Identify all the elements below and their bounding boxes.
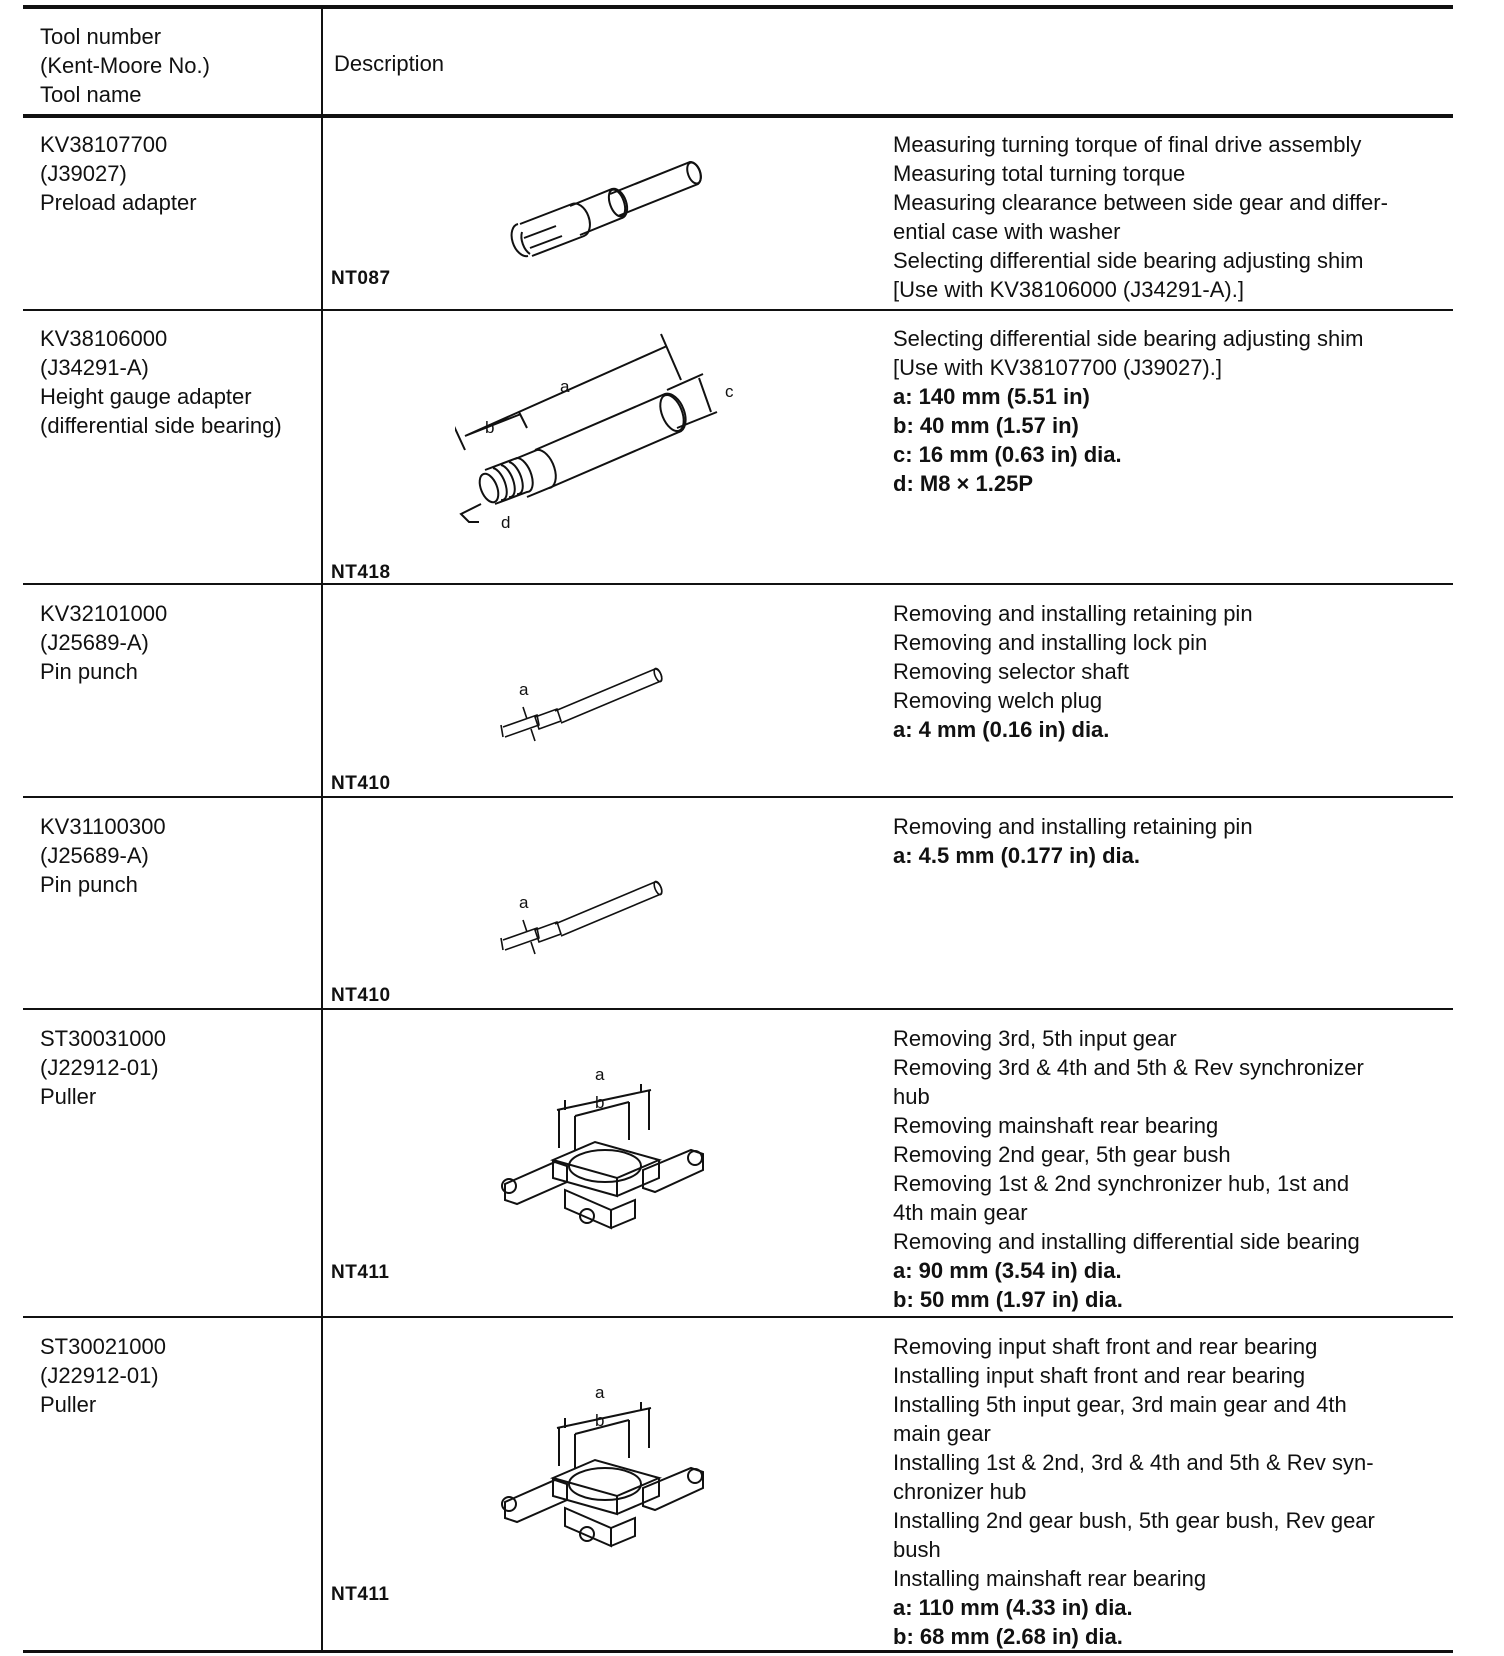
- figure-code: NT411: [331, 1262, 390, 1283]
- tool-number: ST30021000: [40, 1334, 166, 1359]
- description-line: Measuring clearance between side gear and differ-: [893, 190, 1388, 215]
- dimension-line: a: 4 mm (0.16 in) dia.: [893, 717, 1110, 742]
- dim-label-c: c: [725, 382, 734, 401]
- dim-label-a: a: [519, 893, 529, 912]
- figure-code: NT411: [331, 1584, 390, 1605]
- description-line: [Use with KV38107700 (J39027).]: [893, 355, 1222, 380]
- tool-id-cell: [40, 324, 282, 440]
- figure-code: NT410: [331, 985, 391, 1006]
- tool-number: KV32101000: [40, 601, 168, 626]
- puller-drawing: [495, 1368, 715, 1568]
- dim-label-b: b: [595, 1093, 605, 1112]
- description-line: Removing mainshaft rear bearing: [893, 1113, 1219, 1138]
- description-cell: [893, 599, 1453, 744]
- figure-code: NT418: [331, 562, 391, 583]
- kent-moore-number: (J39027): [40, 161, 127, 186]
- description-line: Selecting differential side bearing adjusting shim: [893, 248, 1364, 273]
- description-line: Measuring turning torque of final drive assembly: [893, 132, 1362, 157]
- dimension-line: a: 90 mm (3.54 in) dia.: [893, 1258, 1122, 1283]
- description-line: Removing 3rd, 5th input gear: [893, 1026, 1177, 1051]
- tool-name: Puller: [40, 1084, 97, 1109]
- description-line: Installing 5th input gear, 3rd main gear and 4th: [893, 1392, 1347, 1417]
- description-line: ential case with washer: [893, 219, 1121, 244]
- dimension-line: b: 40 mm (1.57 in): [893, 413, 1079, 438]
- dim-label-a: a: [560, 377, 570, 396]
- dim-label-a: a: [519, 680, 529, 699]
- tool-id-cell: [40, 599, 167, 686]
- description-line: Installing 2nd gear bush, 5th gear bush, Rev gear: [893, 1508, 1375, 1533]
- description-line: main gear: [893, 1421, 991, 1446]
- preload-adapter-drawing: [500, 136, 720, 276]
- table-row: [0, 798, 1504, 1008]
- tool-number: ST30031000: [40, 1026, 166, 1051]
- description-line: Installing mainshaft rear bearing: [893, 1566, 1207, 1591]
- description-line: hub: [893, 1084, 930, 1109]
- tool-id-cell: [40, 812, 166, 899]
- kent-moore-number: (J25689-A): [40, 843, 149, 868]
- tool-name: Height gauge adapter: [40, 384, 252, 409]
- kent-moore-number: (J25689-A): [40, 630, 149, 655]
- dimension-line: c: 16 mm (0.63 in) dia.: [893, 442, 1122, 467]
- description-line: Removing 2nd gear, 5th gear bush: [893, 1142, 1231, 1167]
- table-row: [0, 116, 1504, 309]
- header-tool-line: Tool name: [40, 82, 142, 107]
- header-tool-column: [40, 22, 210, 109]
- tool-name: Pin punch: [40, 659, 138, 684]
- description-line: Measuring total turning torque: [893, 161, 1186, 186]
- description-line: Installing input shaft front and rear bearing: [893, 1363, 1306, 1388]
- table-row: [0, 585, 1504, 796]
- header-tool-line: Tool number: [40, 24, 162, 49]
- dimension-line: b: 68 mm (2.68 in) dia.: [893, 1624, 1123, 1649]
- kent-moore-number: (J22912-01): [40, 1055, 159, 1080]
- dim-label-b: b: [485, 418, 495, 437]
- pin-punch-drawing: [495, 655, 675, 755]
- description-line: Removing and installing lock pin: [893, 630, 1208, 655]
- tool-name: Pin punch: [40, 872, 138, 897]
- figure-code: NT410: [331, 773, 391, 794]
- description-cell: [893, 812, 1453, 870]
- tool-id-cell: [40, 1332, 166, 1419]
- description-line: bush: [893, 1537, 941, 1562]
- description-line: Removing selector shaft: [893, 659, 1129, 684]
- header-tool-line: (Kent-Moore No.): [40, 53, 210, 78]
- description-line: [Use with KV38106000 (J34291-A).]: [893, 277, 1244, 302]
- table-row: [0, 1010, 1504, 1316]
- table-top-rule: [23, 5, 1453, 9]
- dimension-line: a: 110 mm (4.33 in) dia.: [893, 1595, 1133, 1620]
- tool-number: KV31100300: [40, 814, 166, 839]
- description-line: Installing 1st & 2nd, 3rd & 4th and 5th & Rev syn-: [893, 1450, 1374, 1475]
- dim-label-d: d: [501, 513, 511, 532]
- kent-moore-number: (J22912-01): [40, 1363, 159, 1388]
- description-line: Removing and installing retaining pin: [893, 814, 1253, 839]
- height-gauge-adapter-drawing: [455, 332, 755, 542]
- description-line: 4th main gear: [893, 1200, 1028, 1225]
- header-description-column: Description: [334, 51, 445, 76]
- pin-punch-drawing: [495, 868, 675, 968]
- description-cell: [893, 130, 1453, 304]
- puller-drawing: [495, 1050, 715, 1250]
- description-line: Removing 1st & 2nd synchronizer hub, 1st and: [893, 1171, 1350, 1196]
- dimension-line: a: 4.5 mm (0.177 in) dia.: [893, 843, 1140, 868]
- description-line: Selecting differential side bearing adjusting shim: [893, 326, 1364, 351]
- tool-number: KV38106000: [40, 326, 168, 351]
- description-line: Removing 3rd & 4th and 5th & Rev synchronizer: [893, 1055, 1364, 1080]
- dimension-line: b: 50 mm (1.97 in) dia.: [893, 1287, 1123, 1312]
- table-row: [0, 310, 1504, 583]
- tool-id-cell: [40, 130, 197, 217]
- kent-moore-number: (J34291-A): [40, 355, 149, 380]
- description-line: Removing and installing retaining pin: [893, 601, 1253, 626]
- description-line: Removing and installing differential side bearing: [893, 1229, 1360, 1254]
- tool-name-detail: (differential side bearing): [40, 413, 282, 438]
- dimension-line: a: 140 mm (5.51 in): [893, 384, 1090, 409]
- description-cell: [893, 1024, 1453, 1314]
- tool-number: KV38107700: [40, 132, 168, 157]
- tool-id-cell: [40, 1024, 166, 1111]
- figure-code: NT087: [331, 268, 391, 289]
- description-cell: [893, 324, 1453, 498]
- dim-label-b: b: [595, 1411, 605, 1430]
- description-cell: [893, 1332, 1453, 1651]
- dim-label-a: a: [595, 1065, 605, 1084]
- description-line: chronizer hub: [893, 1479, 1027, 1504]
- table-row: [0, 1318, 1504, 1650]
- dimension-line: d: M8 × 1.25P: [893, 471, 1034, 496]
- tool-name: Puller: [40, 1392, 97, 1417]
- tool-name: Preload adapter: [40, 190, 197, 215]
- description-line: Removing welch plug: [893, 688, 1103, 713]
- description-line: Removing input shaft front and rear bearing: [893, 1334, 1318, 1359]
- dim-label-a: a: [595, 1383, 605, 1402]
